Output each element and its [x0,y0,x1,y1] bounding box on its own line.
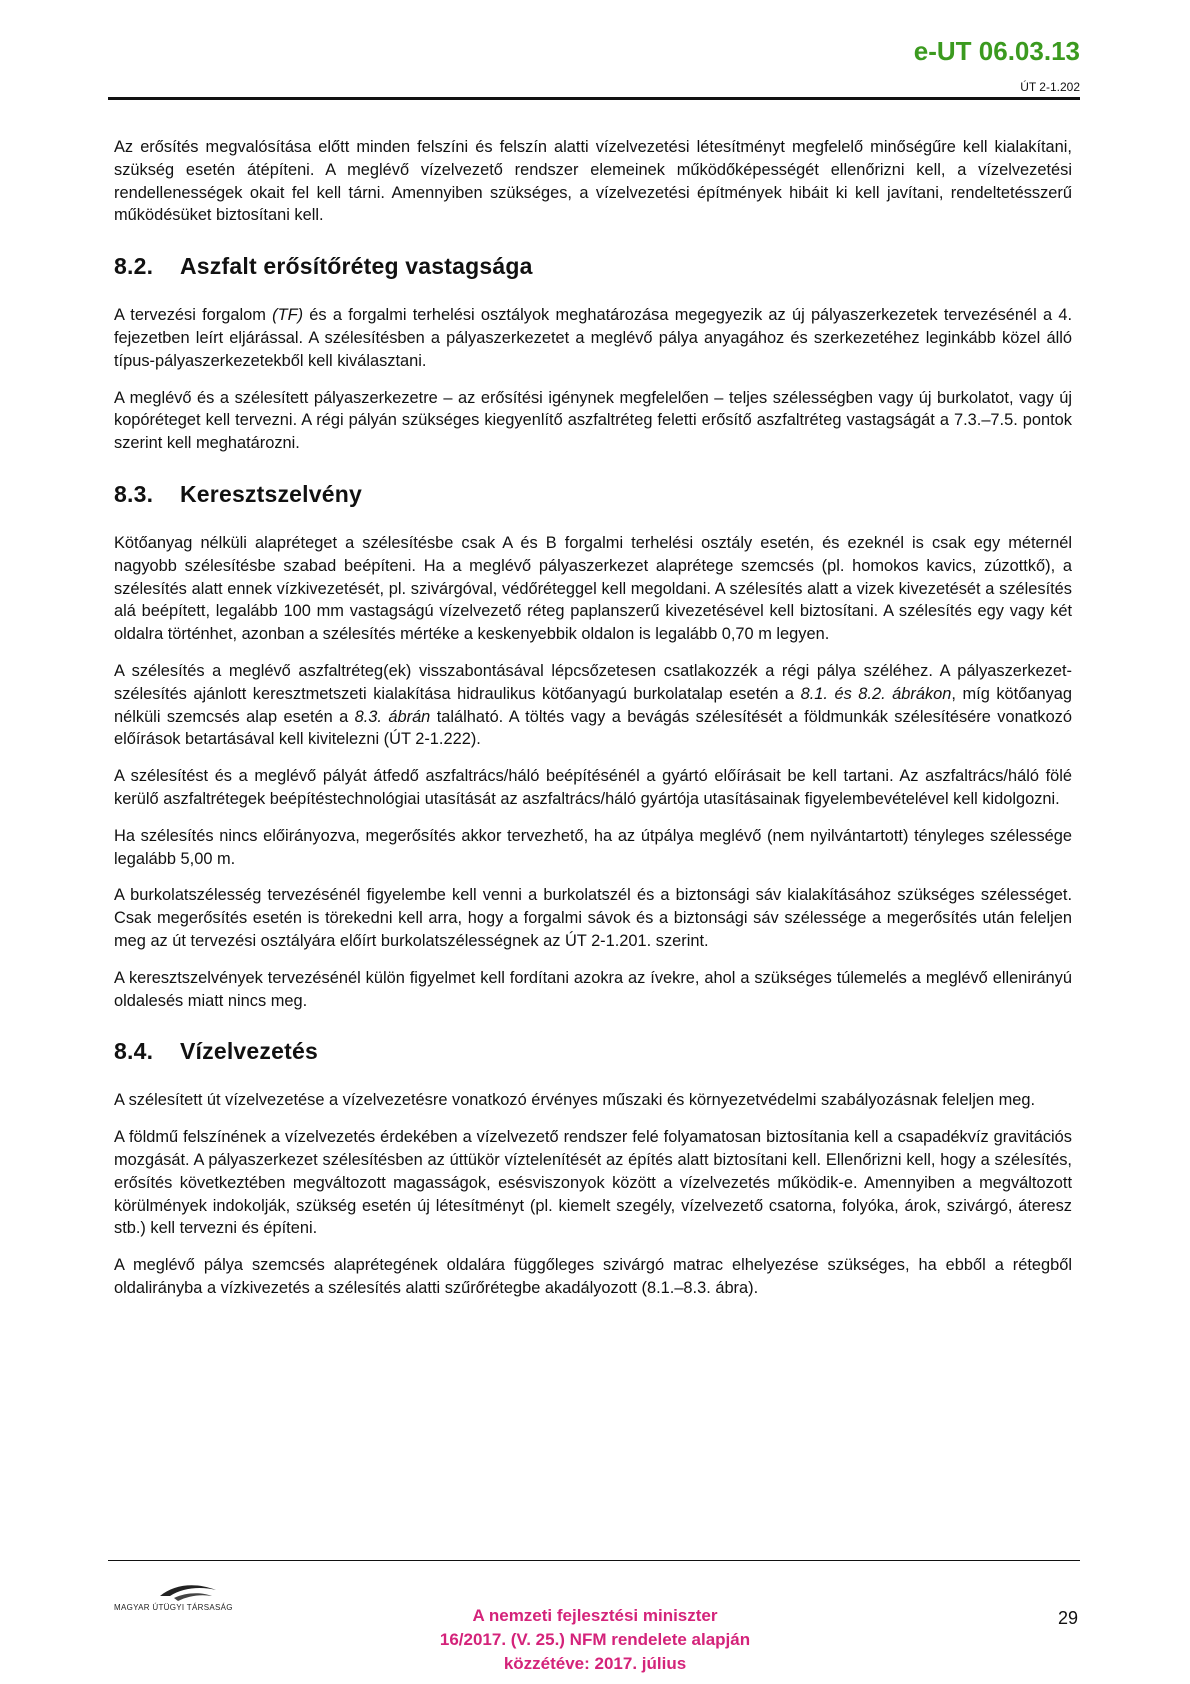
paragraph: Kötőanyag nélküli alapréteget a szélesítésbe csak A és B forgalmi terhelési osztály esetén, és ezeknél is csak egy méternél nagyobb szélesítésbe szabad beépíteni. Ha a meglévő pályaszerkezet alaprétege szemcsés (pl. homokos kavics, zúzottkő), a szélesítés alatt ennek vízkivezetését, pl. szivárgóval, védőréteggel kell megoldani. A szélesítés alatt a vizek kivezetését a szélesítés alá beépített, legalább 100 mm vastagságú vízelvezető réteg paplanszerű kivezetésével kell biztosítani. A szélesítés egy vagy két oldalra történhet, azonban a szélesítés mértéke a keskenyebbik oldalon is legalább 0,70 m legyen. [114,533,1072,644]
paragraph: A keresztszelvények tervezésénél külön figyelmet kell fordítani azokra az ívekre, ahol a szükséges túlemelés a meglévő ellenirányú oldalesés miatt nincs meg. [114,968,1072,1010]
publisher-logo-icon [112,1574,262,1620]
section-title: Aszfalt erősítőréteg vastagsága [180,253,533,280]
paragraph: A szélesítést és a meglévő pályát átfedő aszfaltrács/háló beépítésénél a gyártó előírásait be kell tartani. Az aszfaltrács/háló fölé kerülő aszfaltrétegek beépítéstechnológiai utasítását az aszfaltrács/háló gyártója utasításainak figyelembevételével kell kidolgozni. [114,767,1072,808]
paragraph: A tervezési forgalom (TF) és a forgalmi terhelési osztályok meghatározása megegyezik az új pályaszerkezetek tervezésénél a 4. fejezetben leírt eljárással. A szélesítésben a pályaszerkezetet a meglévő pálya anyagához és szerkezetéhez leginkább közel álló típus-pályaszerkezetekből kell kiválasztani. [114,306,1073,370]
publisher-logo-text: MAGYAR ÚTÜGYI TÁRSASÁG [114,1603,233,1612]
publication-notice [395,1604,795,1676]
section-title: Keresztszelvény [180,480,362,507]
paragraph: A burkolatszélesség tervezésénél figyelembe kell venni a burkolatszél és a biztonsági sáv kialakításához szükséges szélességet. Csak megerősítés esetén is törekedni kell arra, hogy a forgalmi sávok és a biztonsági sáv szélessége a megerősítés után feleljen meg az út tervezési osztályára előírt burkolatszélességnek az ÚT 2-1.201. szerint. [114,886,1072,950]
paragraph: Ha szélesítés nincs előirányozva, megerősítés akkor tervezhető, ha az útpálya meglévő (nem nyilvántartott) tényleges szélessége legalább 5,00 m. [114,826,1072,868]
section-heading-8-4 [114,1038,1072,1065]
paragraph: A szélesített út vízelvezetése a vízelvezetésre vonatkozó érvényes műszaki és környezetvédelmi szabályozásnak feleljen meg. [114,1091,1036,1110]
publication-line: A nemzeti fejlesztési miniszter [472,1606,718,1625]
footer-divider [108,1560,1080,1561]
header-divider [108,97,1080,100]
publication-line: 16/2017. (V. 25.) NFM rendelete alapján [439,1630,751,1649]
paragraph: A szélesítés a meglévő aszfaltréteg(ek) visszabontásával lépcsőzetesen csatlakozzék a régi pálya széléhez. A pályaszerkezet-szélesítés ajánlott keresztmetszeti kialakítása hidraulikus kötőanyagú burkolatalap esetén a 8.1. és 8.2. ábrákon, míg kötőanyag nélküli szemcsés alap esetén a 8.3. ábrán található. A töltés vagy a bevágás szélesítését a földmunkák szélesítésére vonatkozó előírások betartásával kell kivitelezni (ÚT 2-1.222). [114,661,1072,749]
paragraph: A meglévő pálya szemcsés alaprétegének oldalára függőleges szivárgó matrac elhelyezése szükséges, ha ebből a rétegből oldalirányba a vízkivezetés a szélesítés alatti szűrőrétegbe akadályozott (8.1.–8.3. ábra). [114,1256,1072,1297]
publication-line: közzétéve: 2017. július [503,1654,687,1673]
section-number: 8.3. [114,480,154,507]
section-number: 8.4. [114,1038,154,1065]
page-number: 29 [1057,1608,1078,1628]
section-number: 8.2. [114,253,154,280]
intro-paragraph: Az erősítés megvalósítása előtt minden felszíni és felszín alatti vízelvezetési létesítményt megfelelő minőségűre kell kialakítani, szükség esetén átépíteni. A meglévő vízelvezető rendszer elemeinek működőképességét ellenőrizni kell, a vízelvezetési rendellenességek okait fel kell tárni. Amennyiben szükséges, a vízelvezetési építmények hibáit ki kell javítani, rendeltetésszerű működésüket biztosítani kell. [114,138,1072,225]
section-title: Vízelvezetés [180,1038,318,1065]
paragraph: A földmű felszínének a vízelvezetés érdekében a vízelvezető rendszer felé folyamatosan biztosítania kell a csapadékvíz gravitációs mozgását. A pályaszerkezet szélesítésben az úttükör víztelenítését az építés alatt biztosítani kell. Ellenőrizni kell, hogy a szélesítés, erősítés következtében megváltozott magasságok, esésviszonyok között a vízelvezetés működik-e. Amennyiben a megváltozott körülmények indokolják, szükség esetén új létesítményt (pl. kiemelt szegély, vízelvezető csatorna, folyóka, árok, szivárgó, áteresz stb.) kell tervezni és építeni. [114,1128,1072,1238]
document-reference: ÚT 2-1.202 [1020,80,1080,94]
paragraph: A meglévő és a szélesített pályaszerkezetre – az erősítési igénynek megfelelően – teljes szélességben vagy új burkolatot, vagy új kopóréteget kell tervezni. A régi pályán szükséges kiegyenlítő aszfaltréteg feletti erősítő aszfaltréteg vastagságát a 7.3.–7.5. pontok szerint kell meghatározni. [114,388,1072,453]
page-content [114,136,1072,1314]
document-code: e-UT 06.03.13 [913,36,1080,66]
section-heading-8-3 [114,481,1072,508]
section-heading-8-2 [114,253,1072,280]
